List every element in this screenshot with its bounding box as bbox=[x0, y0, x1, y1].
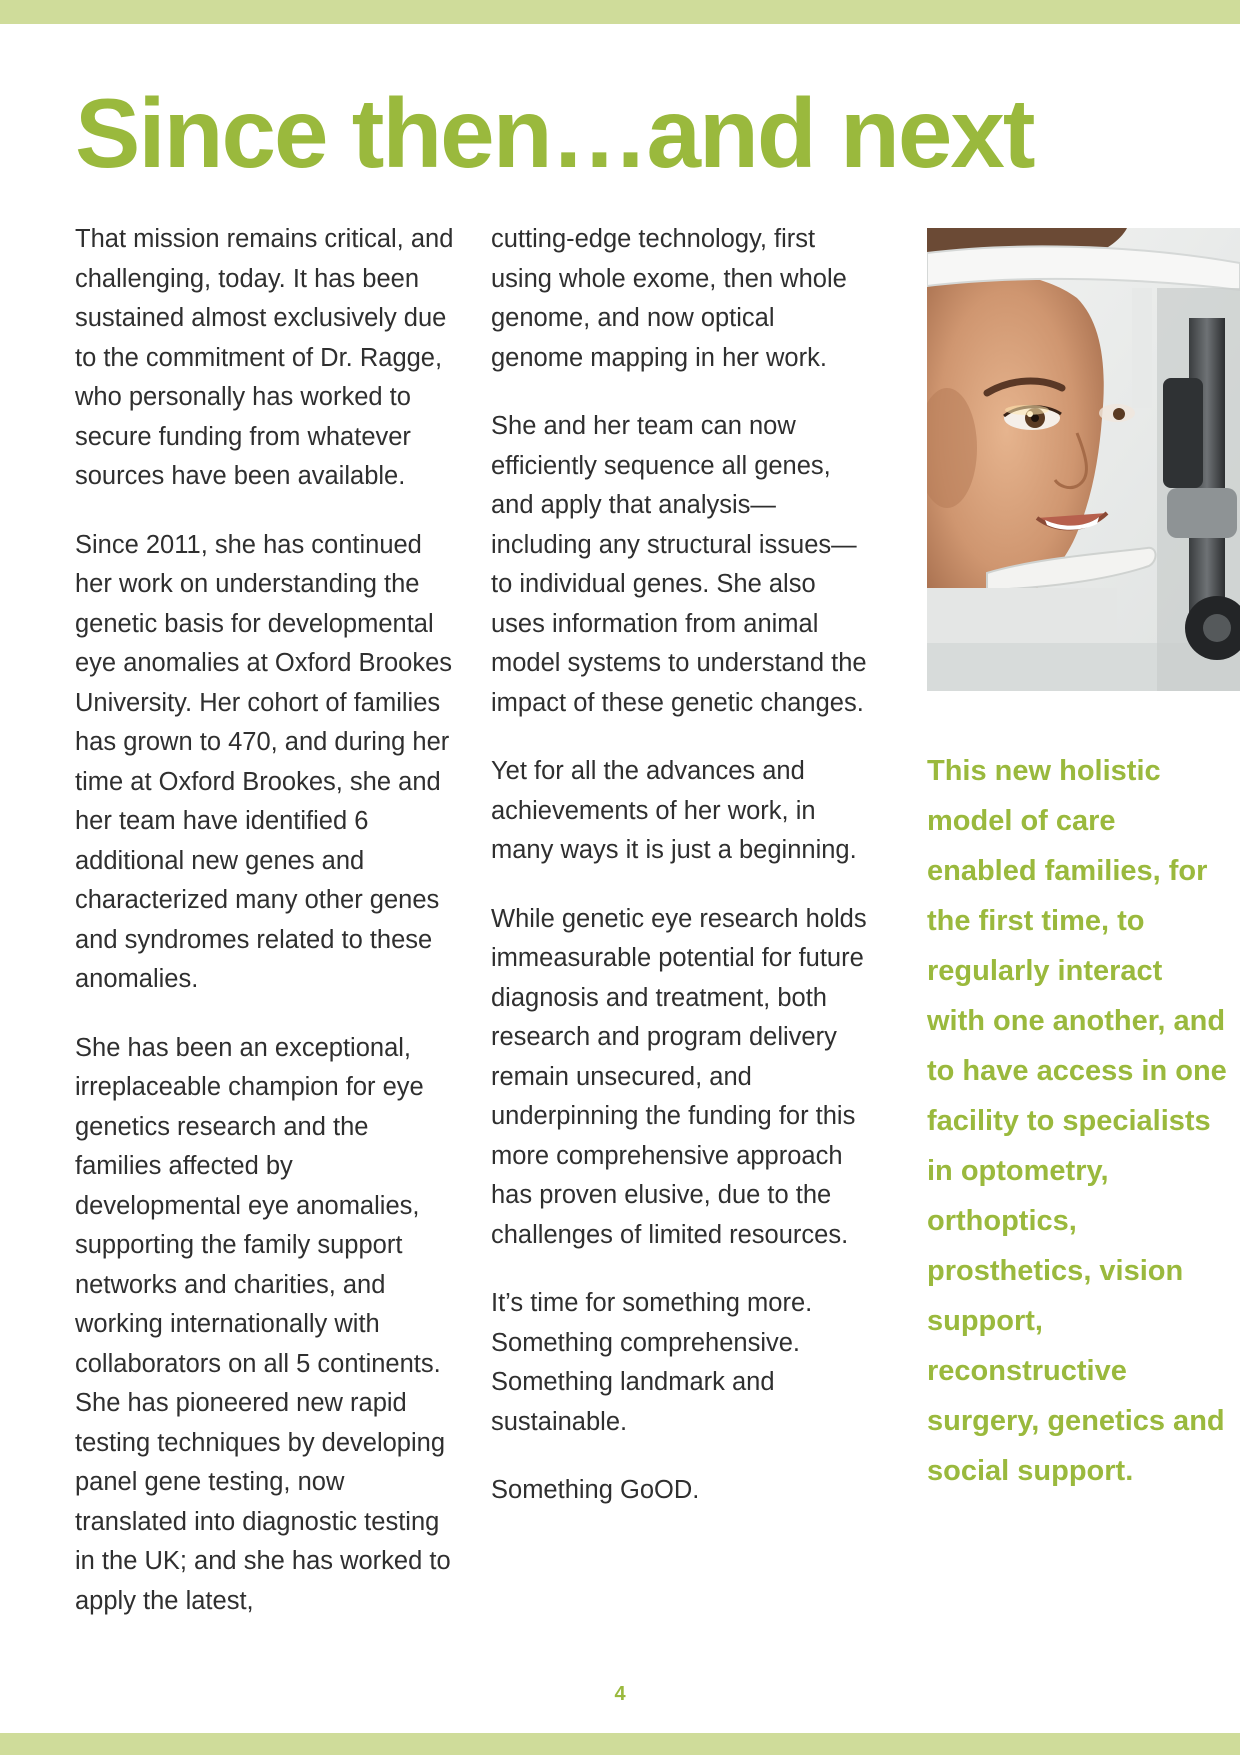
page-number: 4 bbox=[614, 1683, 626, 1705]
top-accent-band bbox=[0, 0, 1240, 24]
body-column-middle bbox=[491, 220, 871, 1540]
bottom-accent-band bbox=[0, 1733, 1240, 1755]
body-paragraph: Yet for all the advances and achievements of her work, in many ways it is just a beginning. bbox=[491, 757, 857, 864]
body-paragraph: It’s time for something more. Something comprehensive. Something landmark and sustainable. bbox=[491, 1289, 813, 1436]
body-paragraph: She and her team can now efficiently sequence all genes, and apply that analysis—including any structural issues—to individual genes. She also uses information from animal model systems to understand the impact of these genetic changes. bbox=[491, 412, 867, 717]
body-paragraph: While genetic eye research holds immeasurable potential for future diagnosis and treatment, both research and program delivery remain unsecured, and underpinning the funding for this more comprehensive approach has proven elusive, due to the challenges of limited resources. bbox=[491, 904, 867, 1249]
pull-quote: This new holistic model of care enabled families, for the first time, to regularly interact with one another, and to have access in one facility to specialists in optometry, orthoptics, prosthetics, vision support, reconstructive surgery, genetics and social support. bbox=[927, 755, 1227, 1487]
body-paragraph: cutting-edge technology, first using whole exome, then whole genome, and now optical genome mapping in her work. bbox=[491, 225, 847, 372]
body-paragraph: She has been an exceptional, irreplaceable champion for eye genetics research and the families affected by developmental eye anomalies, supporting the family support networks and charities, and working internationally with collaborators on all 5 continents. She has pioneered new rapid testing techniques by developing panel gene testing, now translated into diagnostic testing in the UK; and she has worked to apply the latest, bbox=[75, 1033, 451, 1615]
page-title: Since then…and next bbox=[75, 78, 1034, 188]
body-column-left bbox=[75, 220, 455, 1650]
body-paragraph: Something GoOD. bbox=[491, 1476, 700, 1504]
body-paragraph: That mission remains critical, and challenging, today. It has been sustained almost exclusively due to the commitment of Dr. Ragge, who personally has worked to secure funding from whatever sources have been available. bbox=[75, 225, 454, 490]
body-paragraph: Since 2011, she has continued her work on understanding the genetic basis for developmental eye anomalies at Oxford Brookes University. Her cohort of families has grown to 470, and during her time at Oxford Brookes, she and her team have identified 6 additional new genes and characterized many other genes and syndromes related to these anomalies. bbox=[75, 530, 453, 993]
child-eye-exam-photo bbox=[927, 228, 1240, 691]
